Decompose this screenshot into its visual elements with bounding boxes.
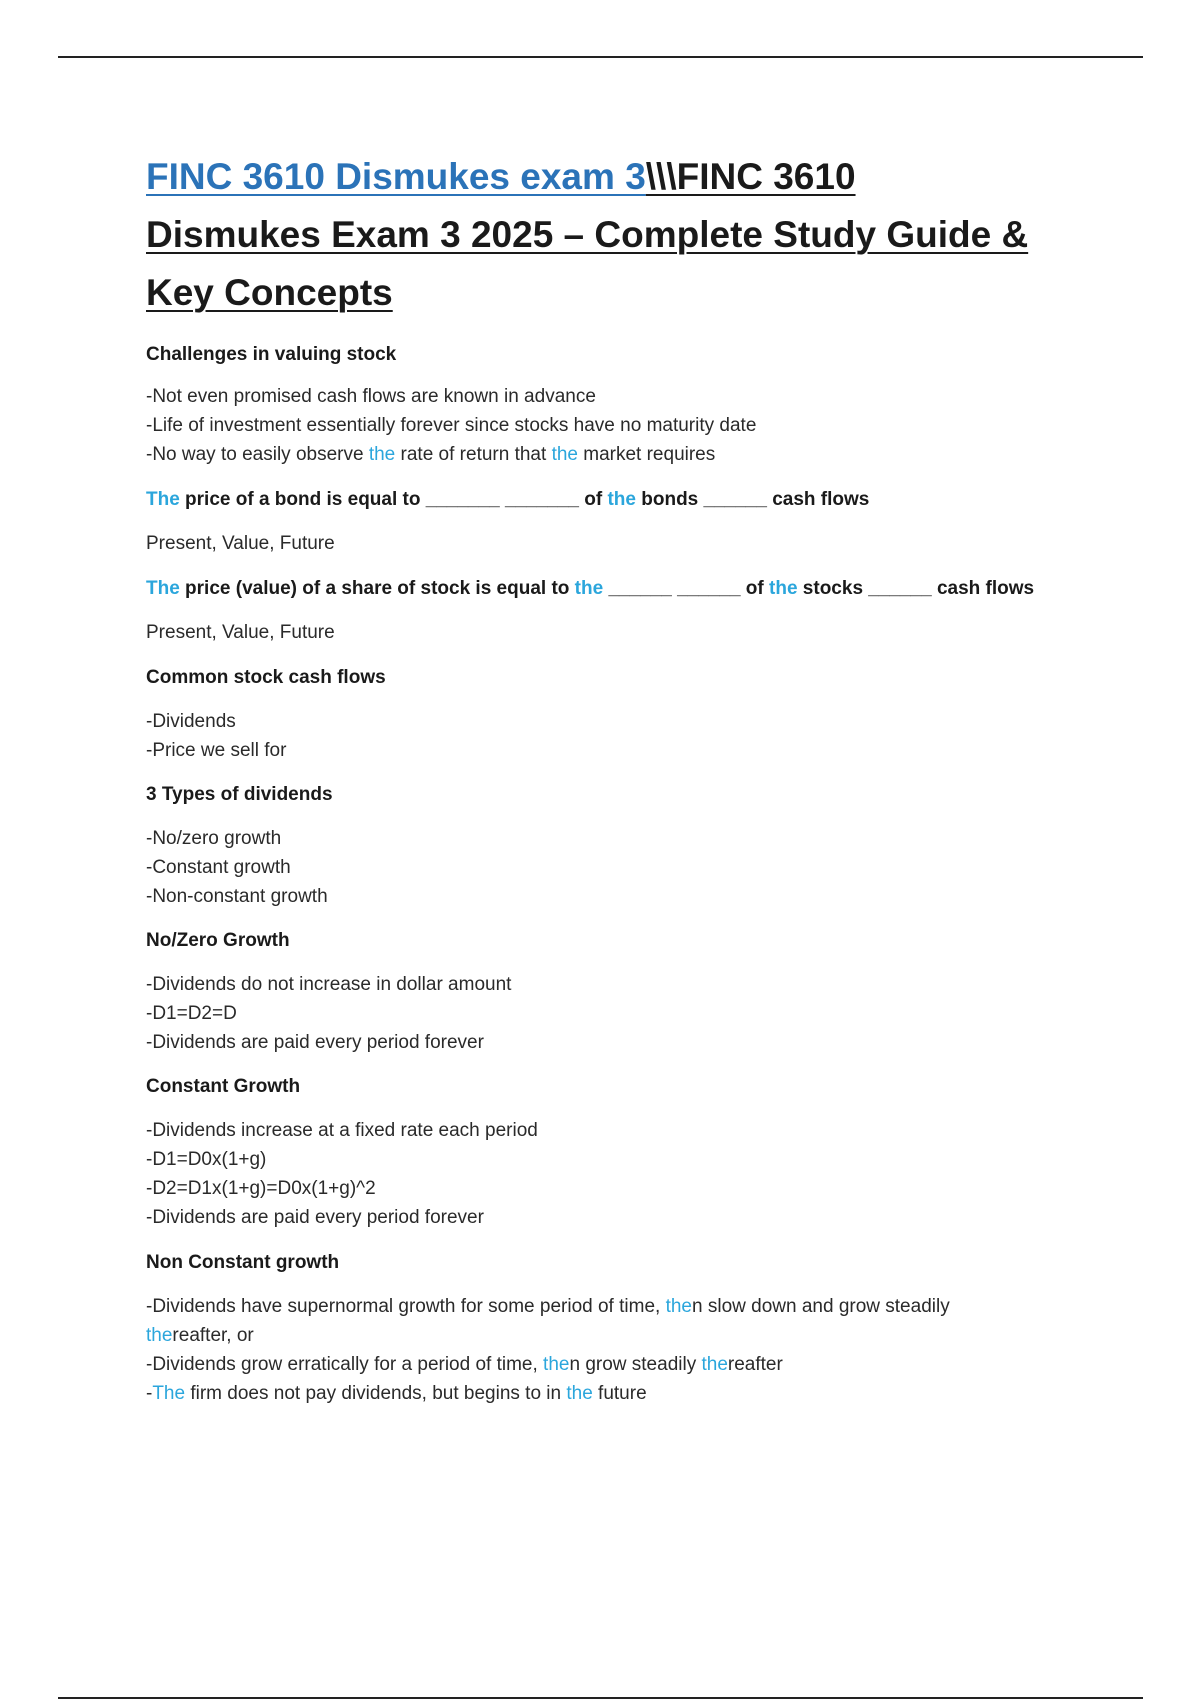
highlight-word: the	[543, 1354, 570, 1375]
zero-growth-line-3: -Dividends are paid every period forever	[146, 1032, 484, 1053]
title-line-3: Key Concepts	[146, 272, 393, 313]
highlight-word: the	[368, 444, 396, 465]
constant-growth-line-1: -Dividends increase at a fixed rate each period	[146, 1120, 538, 1141]
title-link[interactable]: FINC 3610 Dismukes exam 3	[146, 156, 646, 197]
heading-dividend-types: 3 Types of dividends	[146, 784, 333, 805]
footer-rule	[58, 1697, 1143, 1699]
text-run: reafter, or	[172, 1325, 254, 1346]
highlight-word: The	[146, 578, 180, 599]
dividend-types-line-3: -Non-constant growth	[146, 886, 328, 907]
challenges-line-1: -Not even promised cash flows are known in advance	[146, 386, 596, 407]
challenges-line-3	[146, 440, 1106, 469]
text-run: bonds ______ cash flows	[635, 489, 870, 510]
nonconstant-growth-line-1	[146, 1292, 1106, 1321]
text-run: price (value) of a share of stock is equal to	[179, 578, 575, 599]
zero-growth-line-1: -Dividends do not increase in dollar amount	[146, 974, 512, 995]
text-run: n grow steadily	[569, 1354, 702, 1375]
nonconstant-growth-line-3	[146, 1350, 1106, 1379]
highlight-word: the	[551, 444, 578, 465]
header-rule	[58, 56, 1143, 58]
text-run: future	[592, 1383, 647, 1404]
heading-constant-growth: Constant Growth	[146, 1076, 301, 1097]
text-run: -No way to easily observe	[146, 444, 369, 465]
text-run: -	[146, 1383, 153, 1404]
nonconstant-growth-line-2	[146, 1321, 1106, 1350]
text-run: price of a bond is equal to _______ _______ of	[179, 489, 608, 510]
text-run: -Dividends have supernormal growth for some period of time,	[146, 1296, 666, 1317]
text-run: firm does not pay dividends, but begins to in	[185, 1383, 567, 1404]
heading-cash-flows: Common stock cash flows	[146, 667, 386, 688]
constant-growth-line-3: -D2=D1x(1+g)=D0x(1+g)^2	[146, 1178, 376, 1199]
title-line-2: Dismukes Exam 3 2025 – Complete Study Guide &	[146, 214, 1029, 255]
text-run: ______ ______ of	[603, 578, 770, 599]
dividend-types-line-2: -Constant growth	[146, 857, 291, 878]
highlight-word: The	[146, 489, 180, 510]
highlight-word: the	[607, 489, 636, 510]
text-run: reafter	[727, 1354, 783, 1375]
highlight-word: the	[665, 1296, 692, 1317]
highlight-word: the	[574, 578, 604, 599]
heading-stock-price	[146, 575, 1106, 603]
document-title	[146, 148, 1106, 322]
heading-bond-price	[146, 486, 1106, 514]
highlight-word: the	[769, 578, 798, 599]
text-run: rate of return that	[395, 444, 552, 465]
challenges-line-2: -Life of investment essentially forever since stocks have no maturity date	[146, 415, 757, 436]
highlight-word: the	[146, 1325, 173, 1346]
text-run: stocks ______ cash flows	[797, 578, 1035, 599]
cash-flows-line-1: -Dividends	[146, 711, 236, 732]
document-body	[146, 148, 1106, 1408]
text-run: -Dividends grow erratically for a period of time,	[146, 1354, 544, 1375]
nonconstant-growth-line-4	[146, 1379, 1106, 1408]
title-rest: \\\FINC 3610	[645, 156, 856, 197]
highlight-word: the	[566, 1383, 593, 1404]
highlight-word: The	[152, 1383, 186, 1404]
heading-nonconstant-growth: Non Constant growth	[146, 1252, 340, 1273]
highlight-word: the	[701, 1354, 728, 1375]
constant-growth-line-4: -Dividends are paid every period forever	[146, 1207, 484, 1228]
heading-zero-growth: No/Zero Growth	[146, 930, 290, 951]
cash-flows-line-2: -Price we sell for	[146, 740, 287, 761]
constant-growth-line-2: -D1=D0x(1+g)	[146, 1149, 267, 1170]
heading-challenges: Challenges in valuing stock	[146, 344, 397, 365]
text-run: n slow down and grow steadily	[692, 1296, 950, 1317]
stock-price-answer: Present, Value, Future	[146, 622, 335, 643]
text-run: market requires	[577, 444, 716, 465]
zero-growth-line-2: -D1=D2=D	[146, 1003, 237, 1024]
bond-price-answer: Present, Value, Future	[146, 533, 335, 554]
dividend-types-line-1: -No/zero growth	[146, 828, 282, 849]
